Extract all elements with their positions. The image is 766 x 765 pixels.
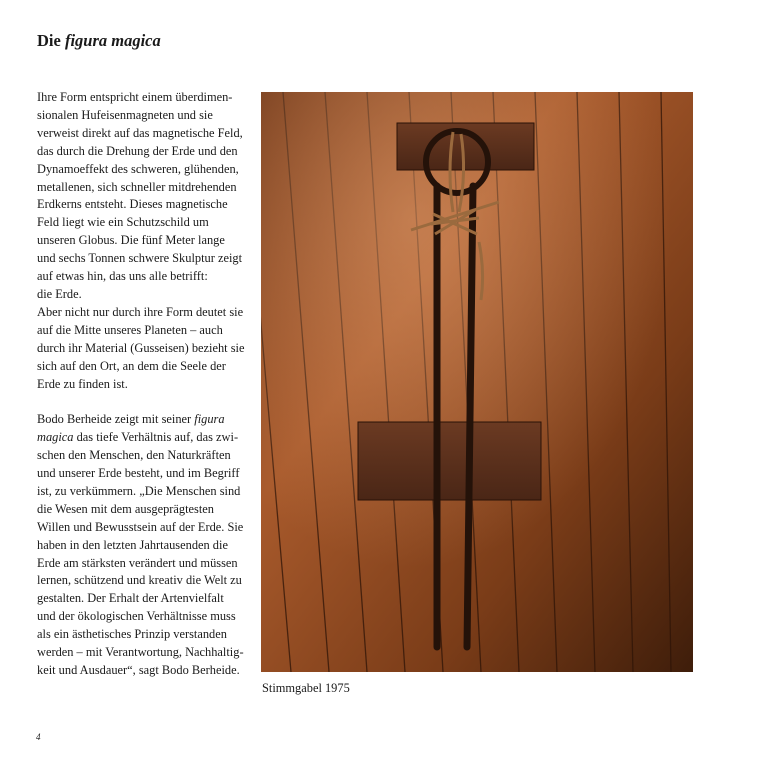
text-line: lernen, schützend und kreativ die Welt zu xyxy=(37,573,242,588)
text-line: die Erde. xyxy=(37,286,82,301)
italic-run: figura xyxy=(194,412,225,427)
light-glow xyxy=(261,92,693,672)
text-line: werden – mit Verantwortung, Nachhaltig- xyxy=(37,645,244,660)
italic-run: magica xyxy=(37,430,74,445)
text-line: auf die Mitte unseres Planeten – auch xyxy=(37,322,223,337)
text-line: und sechs Tonnen schwere Skulptur zeigt xyxy=(37,251,243,266)
text-line: sionalen Hufeisenmagneten und sie xyxy=(37,107,213,122)
text-line: metallenen, sich schneller mitdrehenden xyxy=(37,179,237,194)
text-line xyxy=(37,411,249,429)
text-line: Willen und Bewusstsein auf der Erde. Sie xyxy=(37,519,244,534)
sculpture-illustration xyxy=(261,92,693,672)
page-number: 4 xyxy=(36,732,41,742)
text-line: Aber nicht nur durch ihre Form deutet sie xyxy=(37,304,244,319)
heading-italic-title: figura magica xyxy=(64,31,161,50)
photo-caption: Stimmgabel 1975 xyxy=(262,681,350,695)
text-line: durch ihr Material (Gusseisen) bezieht sie xyxy=(37,340,245,355)
text-line: sich auf den Ort, an dem die Seele der xyxy=(37,358,226,373)
text-line: als ein ästhetisches Prinzip verstanden xyxy=(37,627,227,642)
text-line: Ihre Form entspricht einem überdimen- xyxy=(37,90,233,104)
text-line: unseren Globus. Die fünf Meter lange xyxy=(37,233,225,248)
text-line: haben in den letzten Jahrtausenden die xyxy=(37,537,228,552)
text-line: das durch die Drehung der Erde und den xyxy=(37,143,238,158)
heading-prefix: Die xyxy=(37,31,61,50)
text-line: auf etwas hin, das uns alle betrifft: xyxy=(37,269,208,284)
page-heading xyxy=(37,31,161,51)
text-line: Erde zu finden ist. xyxy=(37,376,128,391)
text-line: schen den Menschen, den Naturkräften xyxy=(37,448,231,463)
text-line: und unserer Erde besteht, und im Begriff xyxy=(37,466,240,481)
text-run: Bodo Berheide zeigt mit seiner xyxy=(37,412,195,427)
text-line: und der ökologischen Verhältnisse muss xyxy=(37,609,236,624)
lower-iron-plate xyxy=(358,422,541,500)
text-line: Feld liegt wie ein Schutzschild um xyxy=(37,215,209,230)
text-line: gestalten. Der Erhalt der Artenvielfalt xyxy=(37,591,224,606)
paragraph-gap xyxy=(37,393,249,411)
text-line: Erdkerns entsteht. Dieses magnetische xyxy=(37,197,228,212)
text-line: Dynamoeffekt des schweren, glühenden, xyxy=(37,161,239,176)
text-line: keit und Ausdauer“, sagt Bodo Berheide. xyxy=(37,662,240,677)
sculpture-photo xyxy=(261,92,693,672)
paragraph-1 xyxy=(37,89,249,393)
text-line: die Wesen mit dem ausgeprägtesten xyxy=(37,501,215,516)
body-text-column xyxy=(37,89,249,680)
text-line xyxy=(37,429,249,447)
text-line: ist, zu verkümmern. „Die Menschen sind xyxy=(37,483,241,498)
text-run: das tiefe Verhältnis auf, das zwi- xyxy=(73,430,239,445)
text-line: Erde am stärksten verändert und müssen xyxy=(37,555,238,570)
text-line: verweist direkt auf das magnetische Feld, xyxy=(37,125,243,140)
paragraph-2 xyxy=(37,411,249,680)
